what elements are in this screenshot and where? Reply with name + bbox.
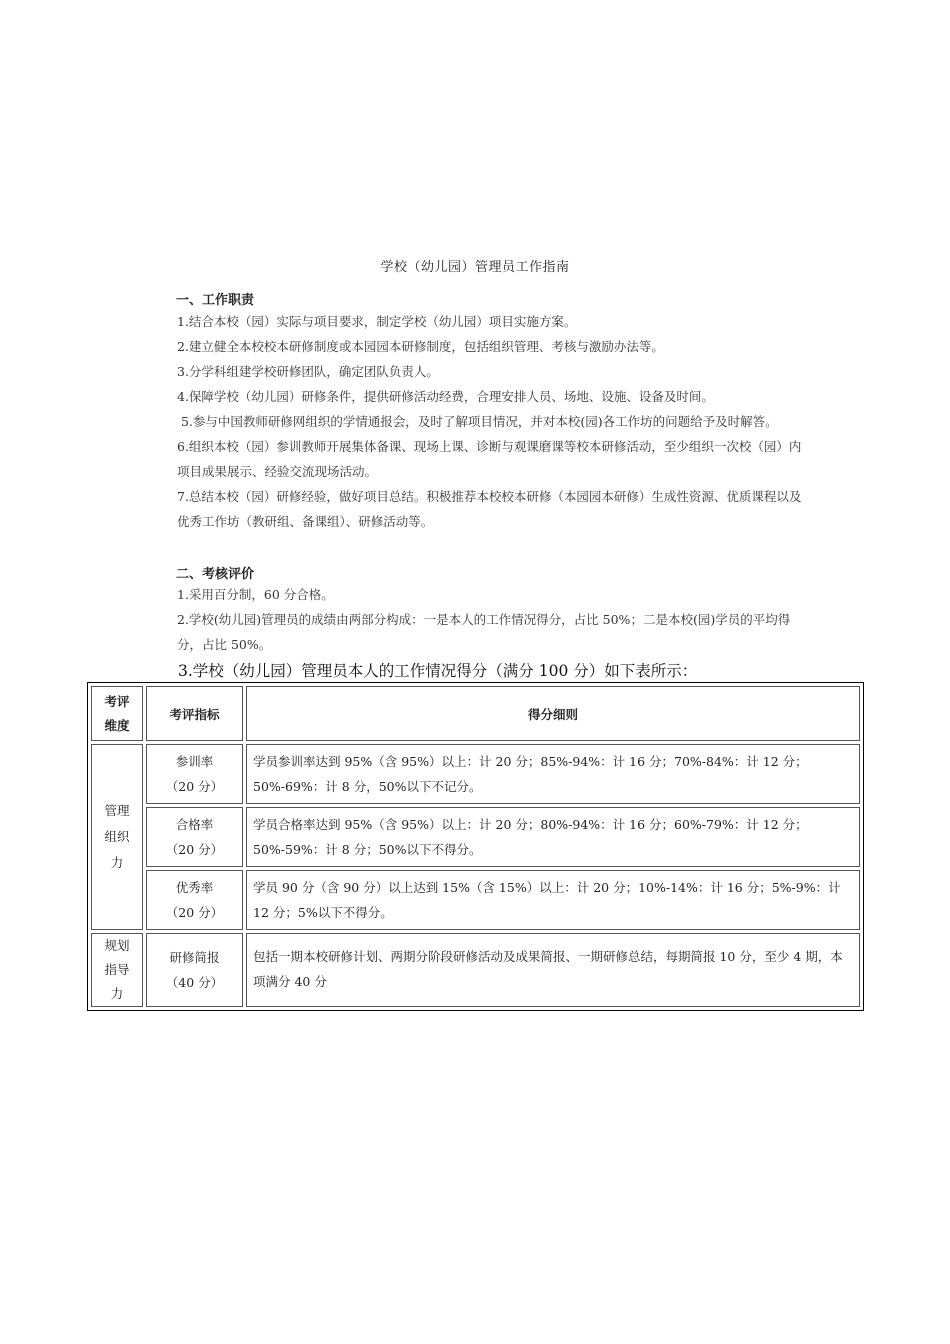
list-item: 6.组织本校（园）参训教师开展集体备课、现场上课、诊断与观课磨课等校本研修活动，至少组织一次校（园）内项目成果展示、经验交流现场活动。 [177, 439, 802, 479]
indicator-cell: 优秀率 （20 分） [146, 870, 243, 930]
list-item: 1.采用百分制，60 分合格。 [177, 587, 334, 602]
header-detail: 得分细则 [246, 686, 860, 741]
table-row [91, 870, 860, 930]
list-item: 5.参与中国教师研修网组织的学情通报会，及时了解项目情况，并对本校(园)各工作坊的问题给予及时解答。 [181, 414, 778, 429]
section1-heading: 一、工作职责 [176, 293, 255, 308]
dimension-cell: 管理组织力 [91, 744, 143, 930]
list-item: 7.总结本校（园）研修经验，做好项目总结。积极推荐本校校本研修（本园园本研修）生成性资源、优质课程以及优秀工作坊（教研组、备课组）、研修活动等。 [177, 489, 802, 529]
table-row [91, 744, 860, 804]
detail-cell: 学员合格率达到 95%（含 95%）以上：计 20 分；80%-94%：计 16 分；60%-79%：计 12 分；50%-59%：计 8 分；50%以下不得分。 [246, 807, 860, 867]
detail-cell: 学员 90 分（含 90 分）以上达到 15%（含 15%）以上：计 20 分；10%-14%：计 16 分；5%-9%：计 12 分；5%以下不得分。 [246, 870, 860, 930]
page-title: 学校（幼儿园）管理员工作指南 [380, 260, 570, 275]
list-item: 3.分学科组建学校研修团队，确定团队负责人。 [177, 364, 439, 379]
table-row [91, 807, 860, 867]
indicator-cell: 参训率 （20 分） [146, 744, 243, 804]
indicator-cell: 合格率 （20 分） [146, 807, 243, 867]
header-indicator: 考评指标 [146, 686, 243, 741]
dimension-cell: 规划指导力 [91, 933, 143, 1007]
table-caption: 3.学校（幼儿园）管理员本人的工作情况得分（满分 100 分）如下表所示： [178, 662, 698, 680]
section2-list [145, 582, 810, 657]
list-item: 4.保障学校（幼儿园）研修条件，提供研修活动经费，合理安排人员、场地、设施、设备及时间。 [177, 389, 714, 404]
grading-table [87, 682, 864, 1011]
detail-cell: 包括一期本校研修计划、两期分阶段研修活动及成果简报、一期研修总结，每期简报 10 分，至少 4 期，本项满分 40 分 [246, 933, 860, 1007]
header-dimension: 考评维度 [91, 686, 143, 741]
section2-heading: 二、考核评价 [176, 567, 255, 582]
detail-cell: 学员参训率达到 95%（含 95%）以上：计 20 分；85%-94%：计 16 分；70%-84%：计 12 分；50%-69%：计 8 分，50%以下不记分。 [246, 744, 860, 804]
list-item: 1.结合本校（园）实际与项目要求，制定学校（幼儿园）项目实施方案。 [177, 314, 577, 329]
list-item: 2.学校(幼儿园)管理员的成绩由两部分构成：一是本人的工作情况得分，占比 50%；二是本校(园)学员的平均得分，占比 50%。 [177, 612, 791, 652]
section1-list [145, 309, 810, 534]
list-item: 2.建立健全本校校本研修制度或本园园本研修制度，包括组织管理、考核与激励办法等。 [177, 339, 664, 354]
indicator-cell: 研修简报 （40 分） [146, 933, 243, 1007]
table-row [91, 933, 860, 1007]
